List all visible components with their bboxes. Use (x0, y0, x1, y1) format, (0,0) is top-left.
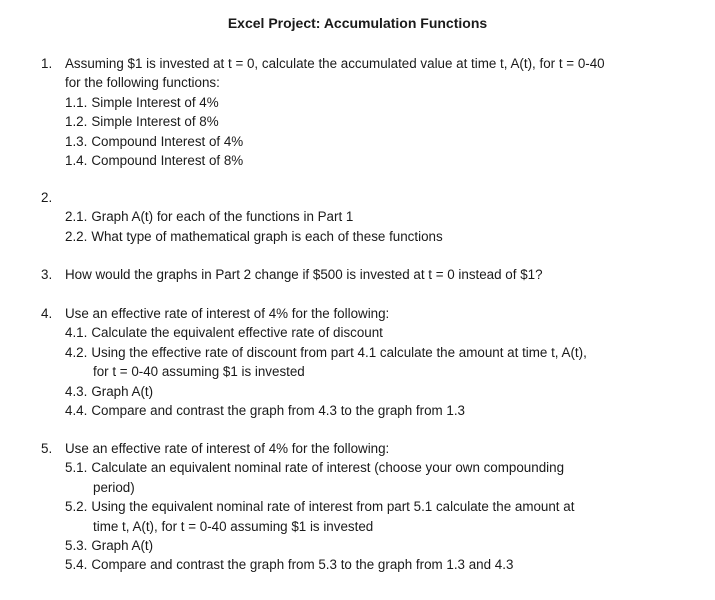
subquestion-2-2 (65, 227, 691, 246)
subquestion-number: 5.3. (65, 538, 88, 554)
question-text: Use an effective rate of interest of 4% for the following: (65, 441, 390, 456)
subquestion-text: Compound Interest of 8% (91, 153, 244, 169)
subquestion-number: 4.3. (65, 383, 88, 399)
question-1 (41, 54, 691, 170)
subquestion-number: 5.1. (65, 460, 88, 476)
question-5 (41, 439, 691, 575)
subquestion-number: 5.2. (65, 499, 88, 515)
subquestion-number: 1.3. (65, 133, 88, 149)
subquestion-number: 4.4. (65, 403, 88, 419)
question-4 (41, 304, 691, 420)
subquestion-number: 2.2. (65, 228, 88, 244)
question-text: Use an effective rate of interest of 4% for the following: (65, 306, 390, 321)
question-text: How would the graphs in Part 2 change if $500 is invested at t = 0 instead of $1? (65, 267, 543, 282)
subquestion-text: Graph A(t) (91, 383, 154, 399)
question-number: 4. (41, 306, 53, 321)
subquestion-1-2 (65, 112, 691, 131)
subquestion-1-4 (65, 151, 691, 170)
subquestion-number: 1.2. (65, 114, 88, 130)
question-text-continued: for the following functions: (65, 75, 220, 91)
subquestion-number: 1.1. (65, 94, 88, 110)
document-title: Excel Project: Accumulation Functions (227, 15, 488, 31)
subquestion-4-4 (65, 401, 691, 420)
subquestion-text: Compare and contrast the graph from 4.3 to the graph from 1.3 (91, 403, 466, 419)
question-number: 2. (41, 190, 53, 205)
subquestion-number: 5.4. (65, 557, 88, 573)
subquestion-4-2 (65, 343, 691, 382)
subquestion-5-3 (65, 536, 691, 555)
subquestion-5-1 (65, 458, 691, 497)
question-2 (41, 188, 691, 246)
subquestion-text: Graph A(t) for each of the functions in Part 1 (91, 209, 354, 225)
subquestion-text: What type of mathematical graph is each of these functions (91, 228, 443, 244)
subquestion-text: Simple Interest of 4% (91, 94, 219, 110)
subquestion-5-2 (65, 497, 691, 536)
subquestion-number: 1.4. (65, 153, 88, 169)
subquestion-text-continued: for t = 0-40 assuming $1 is invested (93, 364, 305, 380)
subquestion-number: 4.1. (65, 325, 88, 341)
question-number: 3. (41, 267, 53, 282)
subquestion-text-continued: time t, A(t), for t = 0-40 assuming $1 is invested (93, 518, 374, 534)
subquestion-text: Compound Interest of 4% (91, 133, 244, 149)
subquestion-1-1 (65, 93, 691, 112)
subquestion-1-3 (65, 132, 691, 151)
question-3 (41, 265, 691, 284)
subquestion-number: 2.1. (65, 209, 88, 225)
subquestion-text: Simple Interest of 8% (91, 114, 219, 130)
subquestion-text: Using the equivalent nominal rate of interest from part 5.1 calculate the amount at (91, 499, 575, 515)
subquestion-4-3 (65, 382, 691, 401)
subquestion-5-4 (65, 555, 691, 574)
subquestion-text: Calculate the equivalent effective rate of discount (91, 325, 383, 341)
subquestion-text: Graph A(t) (91, 538, 154, 554)
subquestion-text: Compare and contrast the graph from 5.3 to the graph from 1.3 and 4.3 (91, 557, 514, 573)
subquestion-4-1 (65, 323, 691, 342)
subquestion-text: Using the effective rate of discount from part 4.1 calculate the amount at time t, A(t), (91, 344, 587, 360)
subquestion-text-continued: period) (93, 479, 135, 495)
question-number: 5. (41, 441, 53, 456)
subquestion-text: Calculate an equivalent nominal rate of interest (choose your own compounding (91, 460, 565, 476)
question-text: Assuming $1 is invested at t = 0, calculate the accumulated value at time t, A(t), for t = 0-40 (65, 56, 605, 71)
subquestion-2-1 (65, 207, 691, 226)
subquestion-number: 4.2. (65, 344, 88, 360)
question-number: 1. (41, 56, 53, 71)
